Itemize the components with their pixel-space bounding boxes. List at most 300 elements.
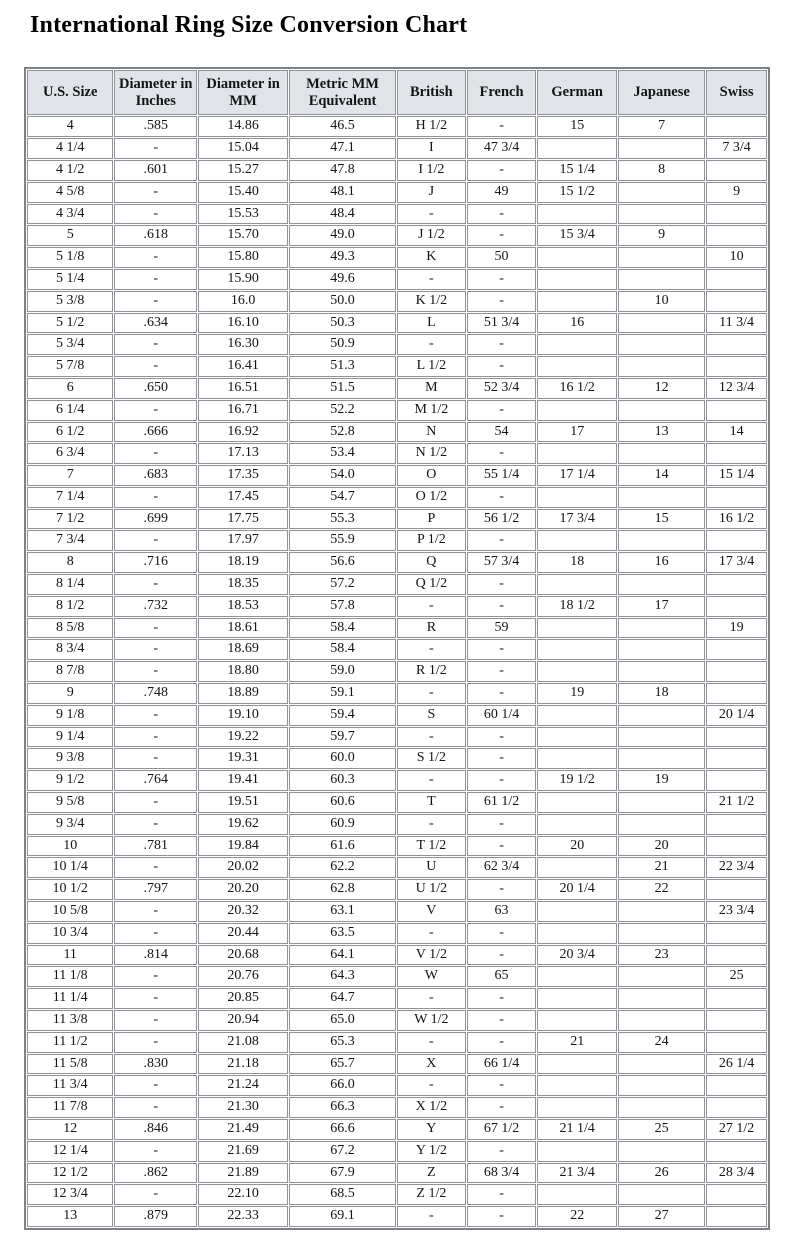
table-cell [618, 988, 705, 1009]
table-cell: - [397, 683, 466, 704]
table-row [27, 1097, 767, 1118]
table-cell [618, 247, 705, 268]
table-cell: - [467, 727, 537, 748]
table-cell [706, 334, 767, 355]
table-cell: 59.0 [289, 661, 396, 682]
table-cell: 12 3/4 [706, 378, 767, 399]
table-cell: 15.90 [198, 269, 288, 290]
table-cell [618, 1054, 705, 1075]
table-cell: - [397, 269, 466, 290]
table-cell: 5 3/8 [27, 291, 113, 312]
table-cell: 9 3/4 [27, 814, 113, 835]
table-cell: - [467, 596, 537, 617]
table-cell: - [467, 945, 537, 966]
table-cell: - [397, 727, 466, 748]
table-cell: 16 1/2 [706, 509, 767, 530]
table-cell [706, 661, 767, 682]
table-cell: 8 [27, 552, 113, 573]
table-cell: - [467, 1075, 537, 1096]
table-cell: 59 [467, 618, 537, 639]
table-cell: 60.0 [289, 748, 396, 769]
table-row [27, 356, 767, 377]
table-cell: 21 1/2 [706, 792, 767, 813]
table-cell: 20.94 [198, 1010, 288, 1031]
table-cell: 62 3/4 [467, 857, 537, 878]
table-cell: 17.45 [198, 487, 288, 508]
table-row [27, 574, 767, 595]
table-cell: - [114, 530, 197, 551]
table-cell: 67.2 [289, 1141, 396, 1162]
table-cell: 21.89 [198, 1163, 288, 1184]
table-cell: 19.84 [198, 836, 288, 857]
table-cell: Q [397, 552, 466, 573]
table-cell: 25 [706, 966, 767, 987]
table-cell: Y 1/2 [397, 1141, 466, 1162]
table-cell: Z [397, 1163, 466, 1184]
table-cell: 16.92 [198, 422, 288, 443]
table-cell: 11 3/4 [706, 313, 767, 334]
table-cell [618, 1141, 705, 1162]
table-cell: 15 1/4 [537, 160, 617, 181]
table-cell [706, 204, 767, 225]
table-cell: - [467, 1097, 537, 1118]
table-cell: 15 3/4 [537, 225, 617, 246]
table-cell [706, 356, 767, 377]
table-cell [618, 574, 705, 595]
table-cell: - [467, 923, 537, 944]
table-cell: 18.35 [198, 574, 288, 595]
table-cell [537, 269, 617, 290]
table-cell: 59.1 [289, 683, 396, 704]
table-cell: 56 1/2 [467, 509, 537, 530]
table-cell: 20.32 [198, 901, 288, 922]
table-cell: 7 1/4 [27, 487, 113, 508]
table-cell: 8 5/8 [27, 618, 113, 639]
table-cell: 23 [618, 945, 705, 966]
table-row [27, 596, 767, 617]
table-cell: 8 [618, 160, 705, 181]
table-cell: 9 1/2 [27, 770, 113, 791]
table-cell: 20.20 [198, 879, 288, 900]
table-cell: 59.7 [289, 727, 396, 748]
table-cell: - [397, 923, 466, 944]
table-cell: W 1/2 [397, 1010, 466, 1031]
table-cell: 15 [537, 116, 617, 137]
table-cell: 59.4 [289, 705, 396, 726]
table-cell: - [114, 966, 197, 987]
table-cell: .585 [114, 116, 197, 137]
table-cell: 5 3/4 [27, 334, 113, 355]
column-header: French [467, 70, 537, 115]
table-cell: - [467, 291, 537, 312]
table-cell: 6 1/2 [27, 422, 113, 443]
table-cell [537, 530, 617, 551]
table-cell: - [114, 356, 197, 377]
table-cell [618, 901, 705, 922]
table-cell: 18.53 [198, 596, 288, 617]
table-cell: .666 [114, 422, 197, 443]
table-cell [706, 1032, 767, 1053]
table-cell: 10 5/8 [27, 901, 113, 922]
table-cell: 57.8 [289, 596, 396, 617]
table-cell [706, 530, 767, 551]
table-cell [706, 748, 767, 769]
table-cell: 64.3 [289, 966, 396, 987]
table-cell: U [397, 857, 466, 878]
table-cell: 21 1/4 [537, 1119, 617, 1140]
table-cell [537, 639, 617, 660]
table-cell: 17.75 [198, 509, 288, 530]
table-cell: 20.68 [198, 945, 288, 966]
table-row [27, 770, 767, 791]
table-cell: V [397, 901, 466, 922]
table-cell: - [467, 879, 537, 900]
table-cell: 51.5 [289, 378, 396, 399]
table-cell [706, 1206, 767, 1227]
table-cell: - [467, 574, 537, 595]
table-cell: 18.61 [198, 618, 288, 639]
table-cell: .683 [114, 465, 197, 486]
table-row [27, 204, 767, 225]
table-cell: P [397, 509, 466, 530]
table-cell: 60.9 [289, 814, 396, 835]
table-cell: 17 3/4 [537, 509, 617, 530]
table-cell: R [397, 618, 466, 639]
table-cell: 19.10 [198, 705, 288, 726]
table-cell: 19.62 [198, 814, 288, 835]
table-row [27, 487, 767, 508]
table-cell: 15.27 [198, 160, 288, 181]
table-header [27, 70, 767, 115]
table-cell: 67.9 [289, 1163, 396, 1184]
table-cell: 46.5 [289, 116, 396, 137]
table-cell: - [114, 814, 197, 835]
table-cell [537, 1184, 617, 1205]
table-cell: R 1/2 [397, 661, 466, 682]
table-cell: 18.69 [198, 639, 288, 660]
table-cell: .764 [114, 770, 197, 791]
table-cell: - [114, 443, 197, 464]
table-cell [537, 661, 617, 682]
table-cell: - [114, 988, 197, 1009]
table-cell: 48.4 [289, 204, 396, 225]
table-cell [706, 1075, 767, 1096]
table-cell: 11 5/8 [27, 1054, 113, 1075]
table-row [27, 291, 767, 312]
table-cell: 69.1 [289, 1206, 396, 1227]
table-cell: .650 [114, 378, 197, 399]
table-cell: 15.53 [198, 204, 288, 225]
table-cell: 20 3/4 [537, 945, 617, 966]
table-body [27, 116, 767, 1227]
table-row [27, 269, 767, 290]
table-cell: 11 1/4 [27, 988, 113, 1009]
table-cell: 18.80 [198, 661, 288, 682]
table-cell: 15 1/2 [537, 182, 617, 203]
table-cell: .716 [114, 552, 197, 573]
table-cell: - [467, 836, 537, 857]
table-cell: 21.30 [198, 1097, 288, 1118]
table-cell: - [114, 182, 197, 203]
table-cell: - [467, 487, 537, 508]
table-cell: T 1/2 [397, 836, 466, 857]
table-row [27, 247, 767, 268]
table-cell [618, 748, 705, 769]
table-cell: 50.0 [289, 291, 396, 312]
table-row [27, 443, 767, 464]
table-cell: 47.1 [289, 138, 396, 159]
table-cell: 10 3/4 [27, 923, 113, 944]
table-cell: 57 3/4 [467, 552, 537, 573]
table-cell: - [114, 923, 197, 944]
table-cell [618, 639, 705, 660]
table-cell: 66.3 [289, 1097, 396, 1118]
table-cell [537, 356, 617, 377]
table-cell: 17 [618, 596, 705, 617]
table-cell: - [467, 160, 537, 181]
table-cell [537, 748, 617, 769]
table-cell: 50.9 [289, 334, 396, 355]
table-cell: - [467, 269, 537, 290]
table-cell [706, 836, 767, 857]
table-cell [537, 574, 617, 595]
table-row [27, 1163, 767, 1184]
table-cell: L [397, 313, 466, 334]
table-row [27, 683, 767, 704]
table-row [27, 945, 767, 966]
table-cell: I [397, 138, 466, 159]
table-cell: 16.30 [198, 334, 288, 355]
table-cell: 63.5 [289, 923, 396, 944]
table-cell: 17.97 [198, 530, 288, 551]
table-cell: 47.8 [289, 160, 396, 181]
table-cell: 50.3 [289, 313, 396, 334]
table-row [27, 988, 767, 1009]
table-cell: 10 [706, 247, 767, 268]
table-cell: 6 1/4 [27, 400, 113, 421]
table-row [27, 661, 767, 682]
table-cell: 14 [618, 465, 705, 486]
table-cell: - [114, 727, 197, 748]
table-row [27, 422, 767, 443]
table-cell: - [114, 748, 197, 769]
table-cell: 49 [467, 182, 537, 203]
table-cell: - [114, 574, 197, 595]
table-cell [706, 683, 767, 704]
table-cell: 21.69 [198, 1141, 288, 1162]
table-cell [618, 1097, 705, 1118]
table-cell: 19 [537, 683, 617, 704]
table-cell: .618 [114, 225, 197, 246]
table-cell [706, 574, 767, 595]
table-cell: V 1/2 [397, 945, 466, 966]
table-cell: 63.1 [289, 901, 396, 922]
table-cell [706, 879, 767, 900]
table-cell: 12 1/2 [27, 1163, 113, 1184]
table-cell: 10 [618, 291, 705, 312]
table-cell [706, 116, 767, 137]
table-cell: 21.18 [198, 1054, 288, 1075]
table-cell: 66.0 [289, 1075, 396, 1096]
table-cell: - [114, 661, 197, 682]
table-cell: 5 [27, 225, 113, 246]
table-cell [706, 225, 767, 246]
table-cell: 9 [618, 225, 705, 246]
table-cell: 11 1/8 [27, 966, 113, 987]
table-cell: - [114, 1032, 197, 1053]
table-cell: 7 3/4 [27, 530, 113, 551]
table-row [27, 400, 767, 421]
table-cell: 10 1/2 [27, 879, 113, 900]
table-cell: .814 [114, 945, 197, 966]
table-cell [537, 966, 617, 987]
column-header: Diameter in Inches [114, 70, 197, 115]
table-cell: 20.76 [198, 966, 288, 987]
table-cell: Z 1/2 [397, 1184, 466, 1205]
table-cell: P 1/2 [397, 530, 466, 551]
table-cell: I 1/2 [397, 160, 466, 181]
table-cell: 15.70 [198, 225, 288, 246]
table-cell: .879 [114, 1206, 197, 1227]
table-cell: 9 [706, 182, 767, 203]
table-row [27, 334, 767, 355]
table-cell [537, 792, 617, 813]
table-cell: 54 [467, 422, 537, 443]
table-cell: 20 [618, 836, 705, 857]
table-cell: 8 1/2 [27, 596, 113, 617]
table-cell [537, 988, 617, 1009]
table-row [27, 1119, 767, 1140]
table-cell: 52.2 [289, 400, 396, 421]
table-cell: - [114, 857, 197, 878]
table-row [27, 552, 767, 573]
table-cell: 7 3/4 [706, 138, 767, 159]
table-cell: 5 7/8 [27, 356, 113, 377]
table-cell [706, 487, 767, 508]
table-cell: - [114, 639, 197, 660]
table-row [27, 116, 767, 137]
table-cell: 12 [618, 378, 705, 399]
table-cell [537, 1141, 617, 1162]
table-cell: J 1/2 [397, 225, 466, 246]
table-cell: - [467, 1184, 537, 1205]
table-cell: X 1/2 [397, 1097, 466, 1118]
table-cell [618, 618, 705, 639]
table-cell [618, 487, 705, 508]
table-cell: 21.24 [198, 1075, 288, 1096]
table-cell: 21 [618, 857, 705, 878]
table-cell: - [397, 334, 466, 355]
table-cell: 25 [618, 1119, 705, 1140]
table-row [27, 1075, 767, 1096]
table-cell: .699 [114, 509, 197, 530]
table-row [27, 1184, 767, 1205]
table-cell [618, 530, 705, 551]
table-cell [537, 487, 617, 508]
table-cell: - [467, 770, 537, 791]
table-cell: 11 7/8 [27, 1097, 113, 1118]
table-cell [618, 356, 705, 377]
table-cell [706, 291, 767, 312]
table-cell: 14 [706, 422, 767, 443]
table-cell: 22 [618, 879, 705, 900]
table-cell: 50 [467, 247, 537, 268]
table-cell: - [114, 901, 197, 922]
table-cell: 53.4 [289, 443, 396, 464]
table-row [27, 901, 767, 922]
table-cell: 21.08 [198, 1032, 288, 1053]
table-cell [618, 727, 705, 748]
table-cell [618, 923, 705, 944]
table-cell: 13 [27, 1206, 113, 1227]
table-cell: 22.10 [198, 1184, 288, 1205]
table-cell: 19.51 [198, 792, 288, 813]
table-cell [537, 857, 617, 878]
table-cell [618, 204, 705, 225]
table-cell: 17.13 [198, 443, 288, 464]
table-cell: W [397, 966, 466, 987]
table-cell [618, 269, 705, 290]
table-cell: 12 [27, 1119, 113, 1140]
table-cell: 17 [537, 422, 617, 443]
table-cell [537, 334, 617, 355]
table-cell: - [114, 618, 197, 639]
table-cell: - [467, 443, 537, 464]
column-header: Swiss [706, 70, 767, 115]
table-cell [537, 291, 617, 312]
table-cell: 66.6 [289, 1119, 396, 1140]
table-row [27, 792, 767, 813]
table-cell [706, 400, 767, 421]
table-row [27, 857, 767, 878]
table-cell: - [467, 116, 537, 137]
table-cell: 7 [27, 465, 113, 486]
table-cell: 20 1/4 [537, 879, 617, 900]
table-cell: 9 3/8 [27, 748, 113, 769]
page-title: International Ring Size Conversion Chart [30, 12, 468, 38]
table-cell: 26 [618, 1163, 705, 1184]
column-header: Japanese [618, 70, 705, 115]
table-cell: 56.6 [289, 552, 396, 573]
table-cell: 12 1/4 [27, 1141, 113, 1162]
table-cell: 51 3/4 [467, 313, 537, 334]
table-cell: 15 1/4 [706, 465, 767, 486]
table-cell [618, 334, 705, 355]
table-cell: 11 [27, 945, 113, 966]
table-cell [537, 901, 617, 922]
table-cell: H 1/2 [397, 116, 466, 137]
table-cell: 16.0 [198, 291, 288, 312]
table-cell [537, 727, 617, 748]
table-cell: 12 3/4 [27, 1184, 113, 1205]
table-cell: 15.40 [198, 182, 288, 203]
table-cell: 19 [706, 618, 767, 639]
table-row [27, 465, 767, 486]
table-cell: Q 1/2 [397, 574, 466, 595]
table-cell: - [397, 814, 466, 835]
table-cell: 54.0 [289, 465, 396, 486]
table-cell: 62.2 [289, 857, 396, 878]
table-cell: - [467, 639, 537, 660]
table-cell [706, 1097, 767, 1118]
table-cell: 60.6 [289, 792, 396, 813]
table-cell: - [397, 1075, 466, 1096]
table-cell: - [467, 1010, 537, 1031]
table-cell: - [467, 204, 537, 225]
table-cell [537, 1075, 617, 1096]
table-cell: 61.6 [289, 836, 396, 857]
table-row [27, 225, 767, 246]
